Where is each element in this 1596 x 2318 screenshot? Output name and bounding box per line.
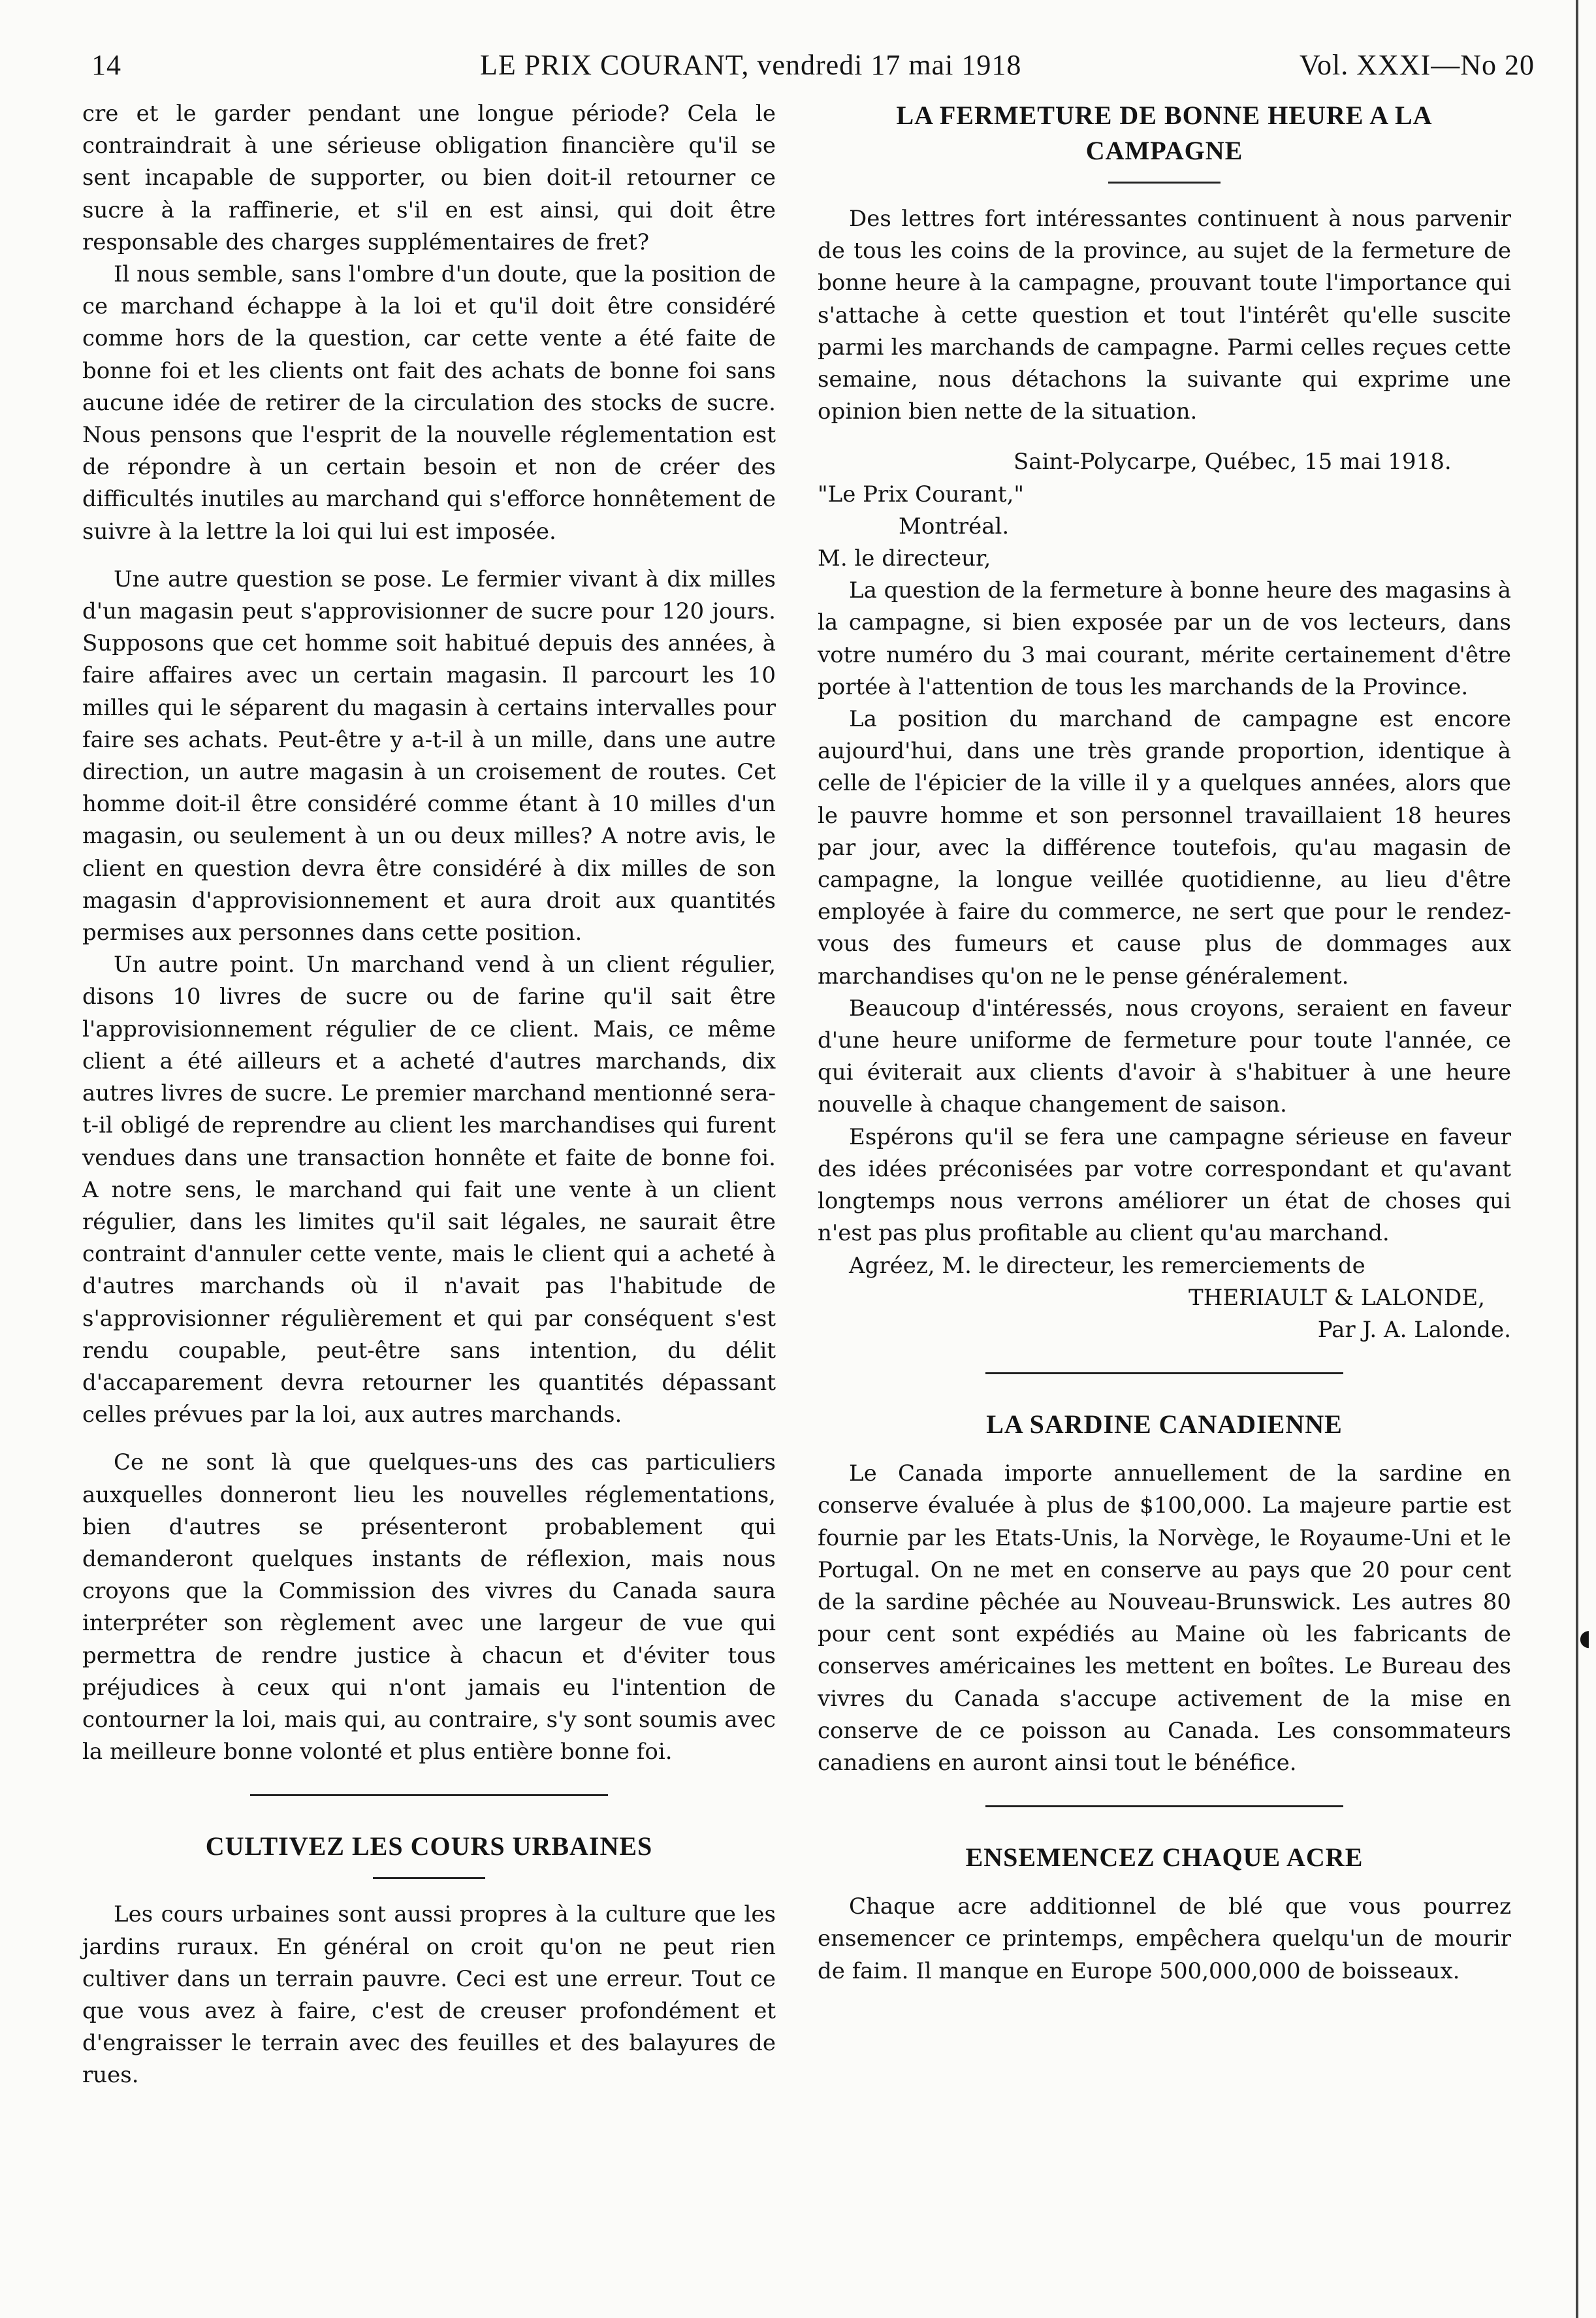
- margin-mark: ◖: [1579, 1625, 1591, 1651]
- letter-signature: THERIAULT & LALONDE,: [1189, 1284, 1485, 1311]
- letter-city: Montréal.: [899, 513, 1010, 539]
- page-number: 14: [91, 49, 121, 81]
- article-title-sardine: LA SARDINE CANADIENNE: [986, 1409, 1343, 1440]
- volume-number: Vol. XXXI—No 20: [1299, 49, 1535, 81]
- letter-closing: Agréez, M. le directeur, les remerciements de: [849, 1252, 1365, 1279]
- page-header: [91, 48, 1535, 81]
- article-paragraph: Le Canada importe annuellement de la sardine en conserve évaluée à plus de $100,000. La majeure partie est fournie par les Etats-Unis, la Norvège, le Royaume-Uni et le Portugal. On ne met en conserve au pays que 20 pour cent de la sardine pêchée au Nouveau-Brunswick. Les autres 80 pour cent sont expédiés au Maine où les fabricants de conserves américaines les mettent en boîtes. Le Bureau des vivres du Canada s'accupe activement de la mise en conserve de ce poisson au Canada. Les consommateurs canadiens en auront ainsi tout le bénéfice.: [818, 1460, 1511, 1776]
- left-column: [82, 98, 776, 2092]
- publication-title: LE PRIX COURANT, vendredi 17 mai 1918: [480, 49, 1022, 81]
- letter-paragraph: La position du marchand de campagne est encore aujourd'hui, dans une très grande proportion, identique à celle de l'épicier de la ville il y a quelques années, alors que le pauvre homme et son personnel travaillaient 18 heures par jour, avec la différence toutefois, qu'au magasin de campagne, la longue veillée quotidienne, au lieu d'être employée à faire du commerce, ne sert que pour le rendez-vous des fumeurs et cause plus de dommages aux marchandises qu'on ne le pense généralement.: [818, 706, 1511, 990]
- article-title-acre: ENSEMENCEZ CHAQUE ACRE: [965, 1843, 1364, 1873]
- section-divider: [985, 1372, 1343, 1374]
- article-continuation-paragraph: Une autre question se pose. Le fermier vivant à dix milles d'un magasin peut s'approvisionner de sucre pour 120 jours. Supposons que cet homme soit habitué depuis des années, à faire affaires avec un certain magasin. Il parcourt les 10 milles qui le séparent du magasin à certains intervalles pour faire ses achats. Peut-être y a-t-il à un mille, dans une autre direction, un autre magasin à un croisement de routes. Cet homme doit-il être considéré comme étant à 10 milles d'un magasin, ou seulement à un ou deux milles? A notre avis, le client en question devra être considéré à dix milles de son magasin d'approvisionnement et aura droit aux quantités permises aux personnes dans cette position.: [82, 566, 776, 946]
- section-divider: [250, 1794, 608, 1796]
- letter-recipient: "Le Prix Courant,": [818, 481, 1025, 507]
- section-divider: [985, 1805, 1343, 1807]
- article-paragraph: Les cours urbaines sont aussi propres à la culture que les jardins ruraux. En général on croit qu'on ne peut rien cultiver dans un terrain pauvre. Ceci est une erreur. Tout ce que vous avez à faire, c'est de creuser profondément et d'engraisser le terrain avec des feuilles et des balayures de rues.: [82, 1901, 776, 2089]
- title-rule: [373, 1877, 485, 1879]
- article-continuation-paragraph: Ce ne sont là que quelques-uns des cas particuliers auxquelles donneront lieu les nouvelles réglementations, bien d'autres se présenteront probablement qui demanderont quelques instants de réflexion, mais nous croyons que la Commission des vivres du Canada saura interpréter son règlement avec une largeur de vue qui permettra de rendre justice à chacun et d'éviter tous préjudices à ceux qui n'ont jamais eu l'intention de contourner la loi, mais qui, au contraire, s'y sont soumis avec la meilleure bonne volonté et plus entière bonne foi.: [82, 1449, 776, 1765]
- article-continuation-paragraph: cre et le garder pendant une longue période? Cela le contraindrait à une sérieuse obligation financière qu'il se sent incapable de supporter, ou bien doit-il retourner ce sucre à la raffinerie, et s'il en est ainsi, qui doit être responsable des charges supplémentaires de fret?: [82, 101, 776, 255]
- letter-salutation: M. le directeur,: [818, 545, 991, 572]
- article-continuation-paragraph: Un autre point. Un marchand vend à un client régulier, disons 10 livres de sucre ou de farine qu'il sait être l'approvisionnement régulier de ce client. Mais, ce même client a été ailleurs et a acheté d'autres marchands, dix autres livres de sucre. Le premier marchand mentionné sera-t-il obligé de reprendre au client les marchandises qui furent vendues dans une transaction honnête et faite de bonne foi. A notre sens, le marchand qui fait une vente à un client régulier, dans les limites qu'il sait légales, ne saurait être contraint d'annuler cette vente, mais le client qui a acheté à d'autres marchands où il n'avait pas l'habitude de s'approvisionner régulièrement et qui par conséquent s'est rendu coupable, peut-être sans intention, du délit d'accaparement devra retourner les quantités dépassant celles prévues par la loi, aux autres marchands.: [82, 952, 776, 1428]
- letter-paragraph: Espérons qu'il se fera une campagne sérieuse en faveur des idées préconisées par votre correspondant et qu'avant longtemps nous verrons améliorer un état de choses qui n'est pas plus profitable au client qu'au marchand.: [818, 1123, 1511, 1247]
- article-paragraph: Chaque acre additionnel de blé que vous pourrez ensemencer ce printemps, empêchera quelqu'un de mourir de faim. Il manque en Europe 500,000,000 de boisseaux.: [818, 1893, 1511, 1984]
- letter-paragraph: La question de la fermeture à bonne heure des magasins à la campagne, si bien exposée par un de vos lecteurs, dans votre numéro du 3 mai courant, mérite certainement d'être portée à l'attention de tous les marchands de la Province.: [818, 577, 1511, 700]
- letter-place-date: Saint-Polycarpe, Québec, 15 mai 1918.: [1013, 449, 1452, 475]
- letter-signer: Par J. A. Lalonde.: [1317, 1316, 1511, 1343]
- article-title-cours-urbaines: CULTIVEZ LES COURS URBAINES: [205, 1831, 653, 1861]
- article-continuation-paragraph: Il nous semble, sans l'ombre d'un doute, que la position de ce marchand échappe à la loi et qu'il doit être considéré comme hors de la question, car cette vente a été faite de bonne foi et les clients ont fait des achats de bonne foi sans aucune idée de retirer de la circulation des stocks de sucre. Nous pensons que l'esprit de la nouvelle réglementation est de répondre à un certain besoin et non de créer des difficultés inutiles au marchand qui s'efforce honnêtement de suivre à la lettre la loi qui lui est imposée.: [82, 261, 776, 545]
- article-title-fermeture: LA FERMETURE DE BONNE HEURE A LA CAMPAGNE: [896, 101, 1433, 165]
- page-edge-rule: [1576, 0, 1578, 2318]
- title-rule: [1108, 182, 1221, 184]
- right-column: [818, 98, 1511, 1988]
- article-paragraph: Des lettres fort intéressantes continuent à nous parvenir de tous les coins de la province, au sujet de la fermeture de bonne heure à la campagne, prouvant toute l'importance qui s'attache à cette question et tout l'intérêt qu'elle suscite parmi les marchands de campagne. Parmi celles reçues cette semaine, nous détachons la suivante qui exprime une opinion bien nette de la situation.: [818, 206, 1511, 425]
- letter-paragraph: Beaucoup d'intéressés, nous croyons, seraient en faveur d'une heure uniforme de fermeture pour toute l'année, ce qui éviterait aux clients d'avoir à s'habituer à une heure nouvelle à chaque changement de saison.: [818, 995, 1511, 1118]
